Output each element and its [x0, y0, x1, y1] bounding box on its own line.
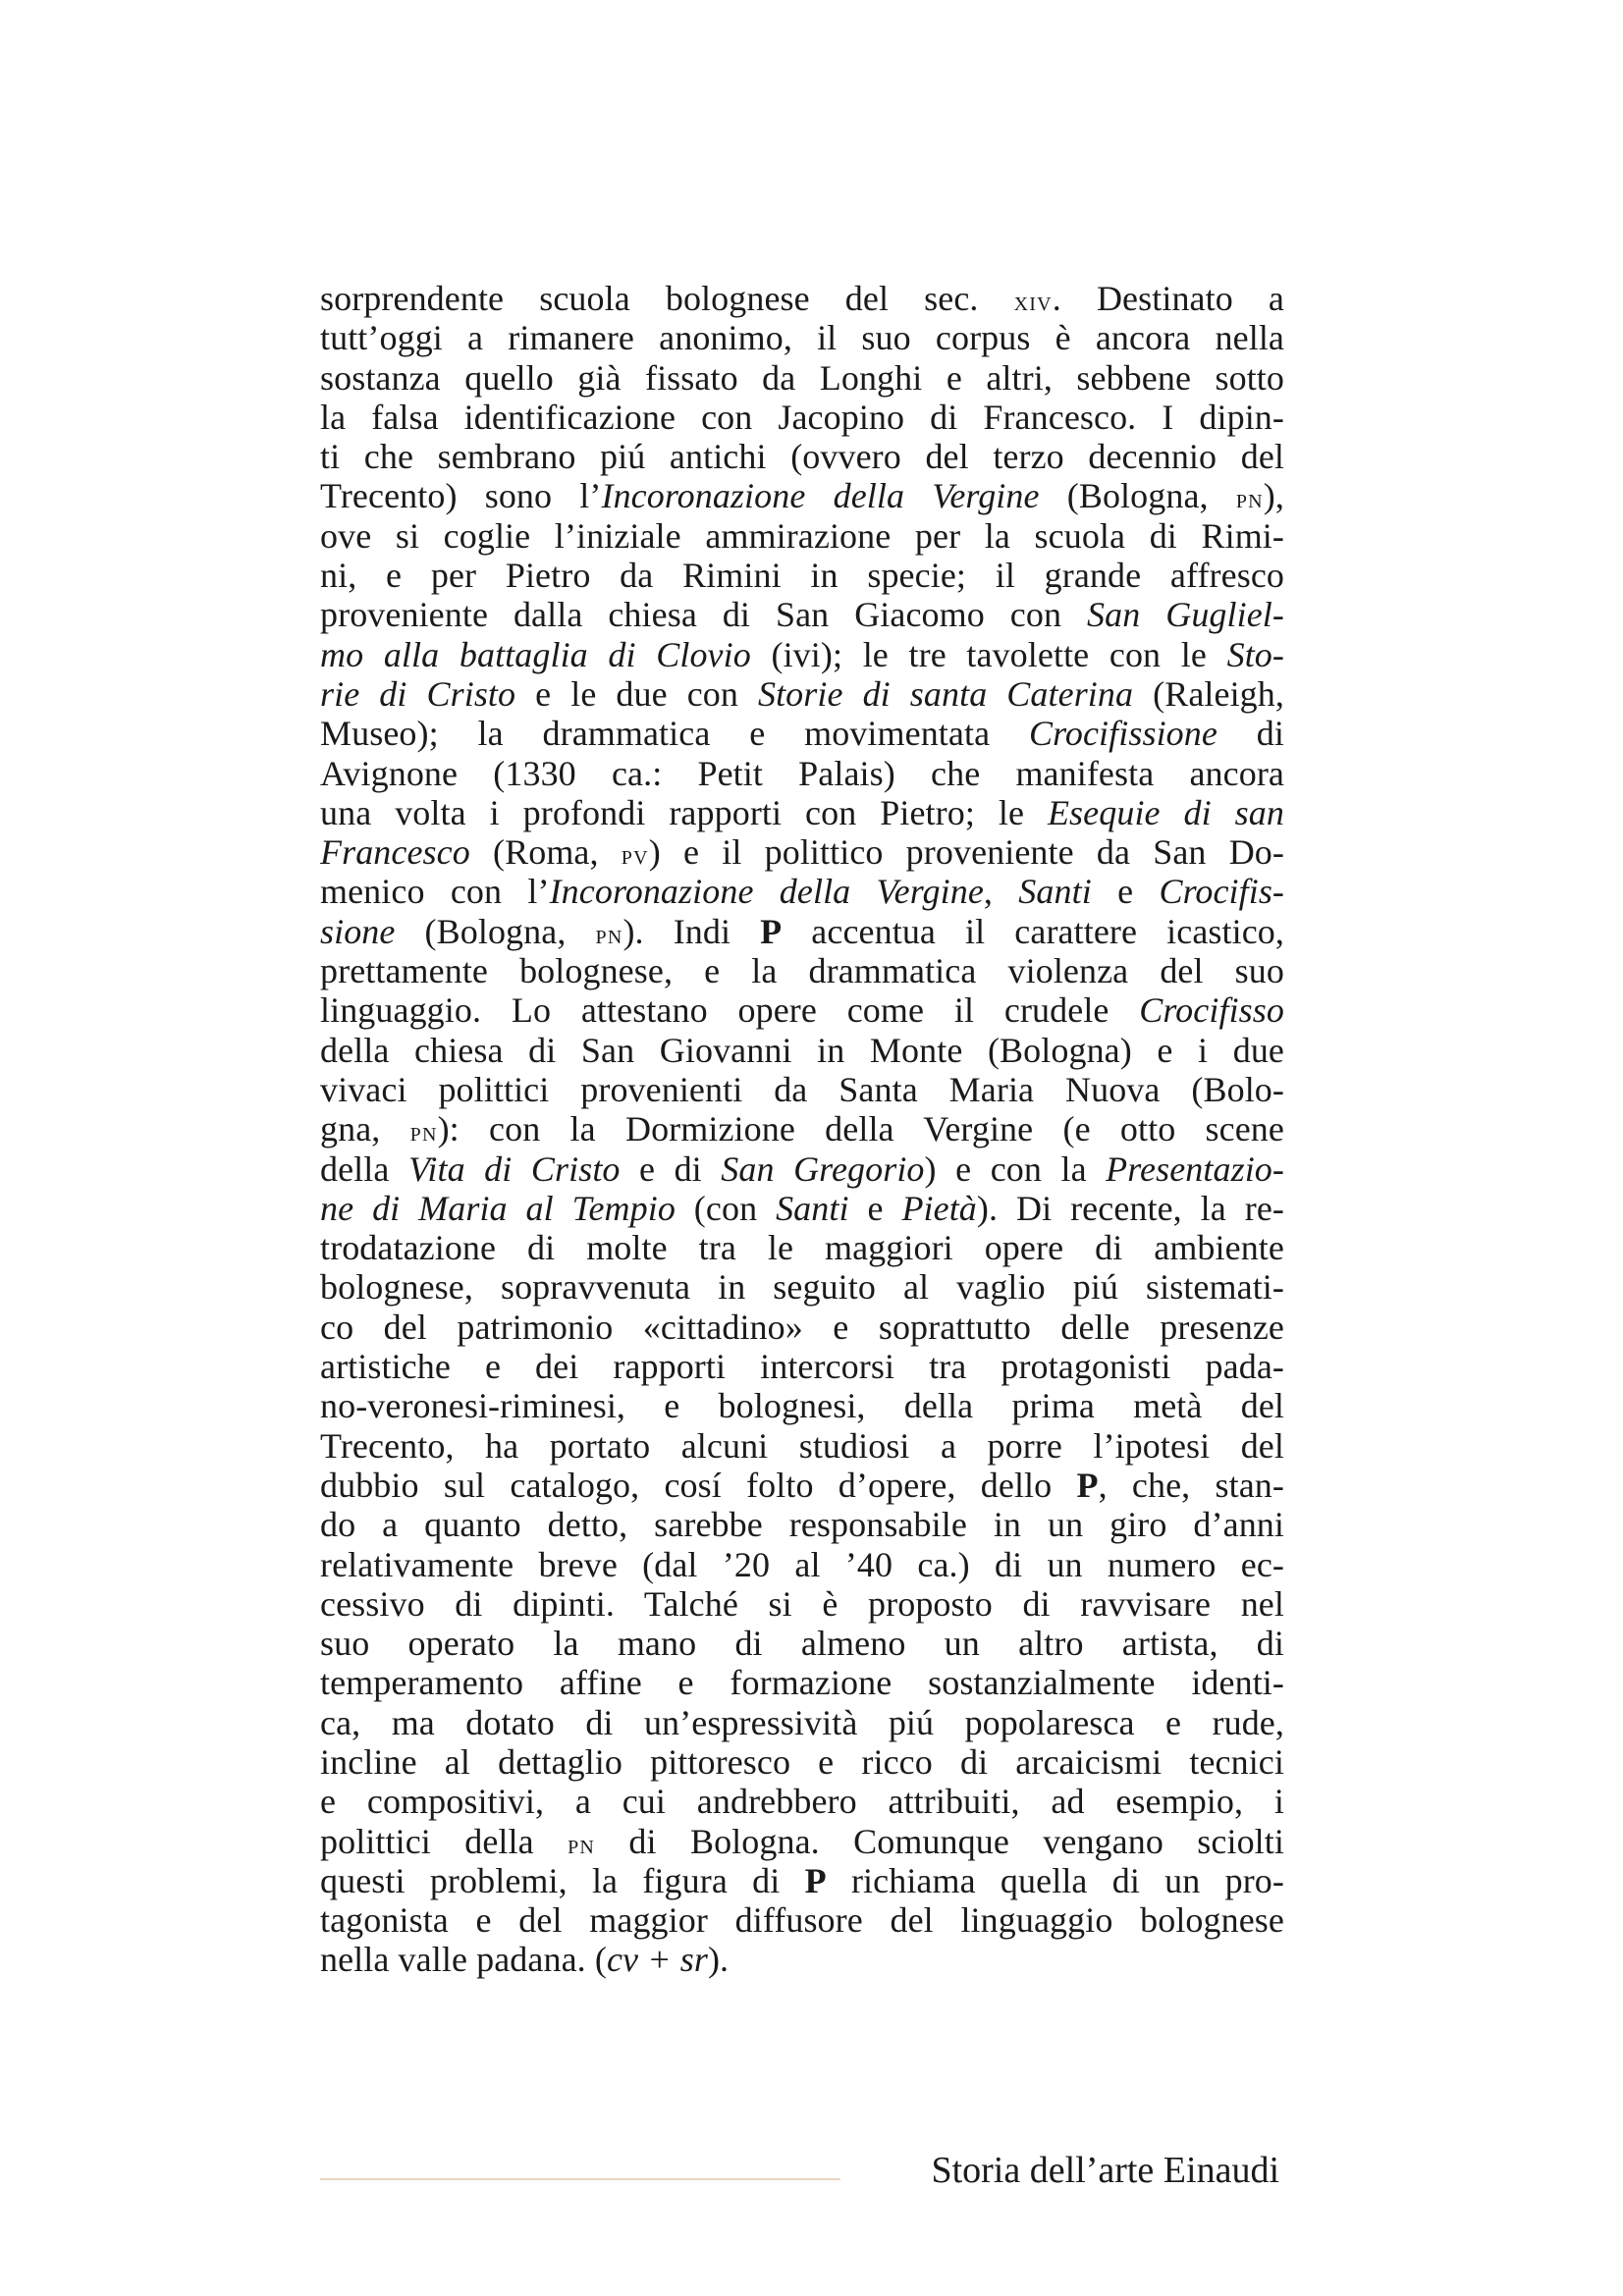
text-line	[320, 1703, 1284, 1742]
text-line	[320, 714, 1284, 753]
text-run: (Bologna,	[1039, 476, 1236, 516]
text-line	[320, 912, 1284, 951]
text-run: richiama quella di un pro-	[826, 1860, 1284, 1900]
text-line	[320, 1308, 1284, 1347]
text-run: ). Di recente, la re-	[976, 1188, 1284, 1228]
italic-title: sione	[320, 911, 396, 951]
text-run: menico con l’	[320, 872, 550, 912]
small-caps-abbrev: xiv	[1013, 287, 1053, 317]
text-run: una volta i profondi rapporti con Pietro; le	[320, 792, 1048, 832]
italic-title: Incoronazione della Vergine	[549, 872, 984, 912]
text-run: sostanza quello già fissato da Longhi e altri, sebbene sotto	[320, 357, 1284, 398]
text-line	[320, 1189, 1284, 1228]
text-line	[320, 1584, 1284, 1624]
text-run: ) e il polittico proveniente da San Do-	[648, 832, 1284, 873]
text-line	[320, 1663, 1284, 1702]
text-run: ca, ma dotato di un’espressività piú popolaresca e rude,	[320, 1702, 1284, 1742]
text-line	[320, 1742, 1284, 1782]
italic-title: Crocifis-	[1159, 872, 1285, 912]
text-run: ni, e per Pietro da Rimini in specie; il grande affresco	[320, 556, 1284, 596]
text-line	[320, 1624, 1284, 1663]
italic-title: San Gugliel-	[1087, 595, 1285, 635]
text-line	[320, 1228, 1284, 1267]
text-run: della	[320, 1148, 408, 1189]
text-run: (ivi); le tre tavolette con le	[750, 634, 1227, 674]
text-run: suo operato la mano di almeno un altro artista, di	[320, 1624, 1284, 1664]
italic-title: Presentazio-	[1106, 1148, 1284, 1189]
text-run: ti che sembrano piú antichi (ovvero del terzo decennio del	[320, 437, 1284, 477]
bold-abbrev: P	[1076, 1465, 1099, 1505]
text-line	[320, 1070, 1284, 1109]
text-run: , che, stan-	[1098, 1465, 1284, 1505]
text-line	[320, 1861, 1284, 1900]
bold-abbrev: P	[760, 911, 783, 951]
text-line	[320, 1267, 1284, 1307]
text-line	[320, 1031, 1284, 1070]
text-run: polittici della	[320, 1821, 568, 1861]
text-line	[320, 1149, 1284, 1189]
text-line	[320, 556, 1284, 595]
text-run: bolognese, sopravvenuta in seguito al vaglio piú sistemati-	[320, 1267, 1284, 1308]
text-line	[320, 832, 1284, 872]
text-line	[320, 754, 1284, 793]
bold-abbrev: P	[804, 1860, 827, 1900]
text-line	[320, 1466, 1284, 1505]
text-run: nella valle padana. (	[320, 1940, 607, 1980]
text-line	[320, 1347, 1284, 1386]
text-run: (Roma,	[469, 832, 622, 873]
text-line	[320, 1505, 1284, 1544]
italic-title: San Gregorio	[721, 1148, 925, 1189]
article-body	[320, 279, 1284, 1980]
text-line	[320, 358, 1284, 398]
text-run: dubbio sul catalogo, cosí folto d’opere, dello	[320, 1465, 1077, 1505]
small-caps-abbrev: pn	[1235, 484, 1264, 515]
text-line	[320, 635, 1284, 674]
text-run: linguaggio. Lo attestano opere come il crudele	[320, 990, 1140, 1031]
text-run: ),	[1263, 476, 1284, 516]
text-run: di	[1217, 714, 1284, 754]
page-footer	[320, 2146, 1284, 2195]
text-run: ): con la Dormizione della Vergine (e otto scene	[437, 1109, 1284, 1149]
text-run: trodatazione di molte tra le maggiori opere di ambiente	[320, 1228, 1284, 1268]
text-line	[320, 318, 1284, 357]
text-run: la falsa identificazione con Jacopino di Francesco. I dipin-	[320, 397, 1284, 437]
text-run: e compositivi, a cui andrebbero attribuiti, ad esempio, i	[320, 1782, 1284, 1822]
italic-title: Crocifisso	[1139, 990, 1284, 1031]
small-caps-abbrev: pn	[409, 1117, 438, 1148]
text-line	[320, 1426, 1284, 1466]
text-run: e le due con	[515, 673, 758, 714]
italic-title: Vita di Cristo	[407, 1148, 621, 1189]
text-run: e di	[620, 1148, 722, 1189]
text-run: ).	[707, 1940, 730, 1980]
text-line	[320, 476, 1284, 515]
text-line	[320, 951, 1284, 990]
text-run: . Destinato a	[1052, 279, 1284, 318]
text-run: Avignone (1330 ca.: Petit Palais) che manifesta ancora	[320, 753, 1284, 793]
text-run: Trecento) sono l’	[320, 476, 602, 516]
text-run: (con	[675, 1188, 777, 1228]
text-line	[320, 990, 1284, 1030]
text-line	[320, 1782, 1284, 1821]
text-run: artistiche e dei rapporti intercorsi tra protagonisti pada-	[320, 1347, 1284, 1387]
text-line	[320, 595, 1284, 634]
text-line	[320, 674, 1284, 714]
text-run: ove si coglie l’iniziale ammirazione per la scuola di Rimi-	[320, 515, 1284, 556]
small-caps-abbrev: pv	[621, 840, 649, 872]
text-run: accentua il carattere icastico,	[782, 911, 1284, 951]
text-run: do a quanto detto, sarebbe responsabile in un giro d’anni	[320, 1505, 1284, 1545]
text-run: Museo); la drammatica e movimentata	[320, 714, 1029, 754]
text-line	[320, 872, 1284, 911]
text-run: cessivo di dipinti. Talché si è proposto di ravvisare nel	[320, 1583, 1284, 1624]
text-run: tagonista e del maggior diffusore del linguaggio bolognese	[320, 1900, 1284, 1941]
text-line	[320, 1386, 1284, 1425]
italic-title: Crocifissione	[1028, 714, 1217, 754]
italic-title: mo alla battaglia di Clovio	[320, 634, 751, 674]
text-line	[320, 1822, 1284, 1861]
italic-title: Incoronazione della Vergine	[601, 476, 1040, 516]
text-line	[320, 516, 1284, 556]
italic-title: Storie di santa Caterina	[757, 673, 1134, 714]
text-run: (Bologna,	[395, 911, 596, 951]
text-line	[320, 279, 1284, 318]
text-line	[320, 1545, 1284, 1584]
text-line	[320, 437, 1284, 476]
text-run: ). Indi	[622, 911, 761, 951]
footer-rule	[320, 2178, 840, 2180]
text-run: ) e con la	[924, 1148, 1107, 1189]
text-run: prettamente bolognese, e la drammatica violenza del suo	[320, 951, 1284, 991]
text-run: e	[1091, 872, 1160, 912]
text-run: ,	[983, 872, 1019, 912]
text-run: gna,	[320, 1109, 410, 1149]
italic-title: Sto-	[1226, 634, 1284, 674]
text-run: e	[848, 1188, 902, 1228]
text-run: sorprendente scuola bolognese del sec.	[320, 279, 1014, 318]
text-run: co del patrimonio «cittadino» e soprattutto delle presenze	[320, 1307, 1284, 1347]
text-line	[320, 793, 1284, 832]
text-run: di Bologna. Comunque vengano sciolti	[595, 1821, 1284, 1861]
small-caps-abbrev: pn	[595, 919, 623, 950]
italic-title: Santi	[776, 1188, 849, 1228]
text-run: temperamento affine e formazione sostanzialmente identi-	[320, 1663, 1284, 1703]
italic-title: cv + sr	[606, 1940, 708, 1980]
text-run: questi problemi, la figura di	[320, 1860, 805, 1900]
italic-title: Pietà	[901, 1188, 977, 1228]
text-run: no-veronesi-riminesi, e bolognesi, della prima metà del	[320, 1386, 1284, 1426]
text-run: tutt’oggi a rimanere anonimo, il suo corpus è ancora nella	[320, 318, 1284, 358]
text-run: relativamente breve (dal ’20 al ’40 ca.) di un numero ec-	[320, 1544, 1284, 1584]
text-run: incline al dettaglio pittoresco e ricco di arcaicismi tecnici	[320, 1741, 1284, 1782]
text-line	[320, 1109, 1284, 1148]
italic-title: ne di Maria al Tempio	[320, 1188, 676, 1228]
text-line	[320, 1940, 1284, 1979]
text-run: Trecento, ha portato alcuni studiosi a porre l’ipotesi del	[320, 1425, 1284, 1466]
text-line	[320, 398, 1284, 437]
text-run: proveniente dalla chiesa di San Giacomo con	[320, 595, 1087, 635]
text-line	[320, 1900, 1284, 1940]
italic-title: rie di Cristo	[320, 673, 516, 714]
small-caps-abbrev: pn	[568, 1829, 596, 1860]
text-run: vivaci polittici provenienti da Santa Maria Nuova (Bolo-	[320, 1069, 1284, 1109]
text-run: (Raleigh,	[1133, 673, 1284, 714]
italic-title: Santi	[1018, 872, 1092, 912]
text-run: della chiesa di San Giovanni in Monte (Bologna) e i due	[320, 1030, 1284, 1070]
footer-publication-title: Storia dell’arte Einaudi	[931, 2150, 1279, 2191]
italic-title: Esequie di san	[1047, 792, 1284, 832]
italic-title: Francesco	[320, 832, 470, 873]
